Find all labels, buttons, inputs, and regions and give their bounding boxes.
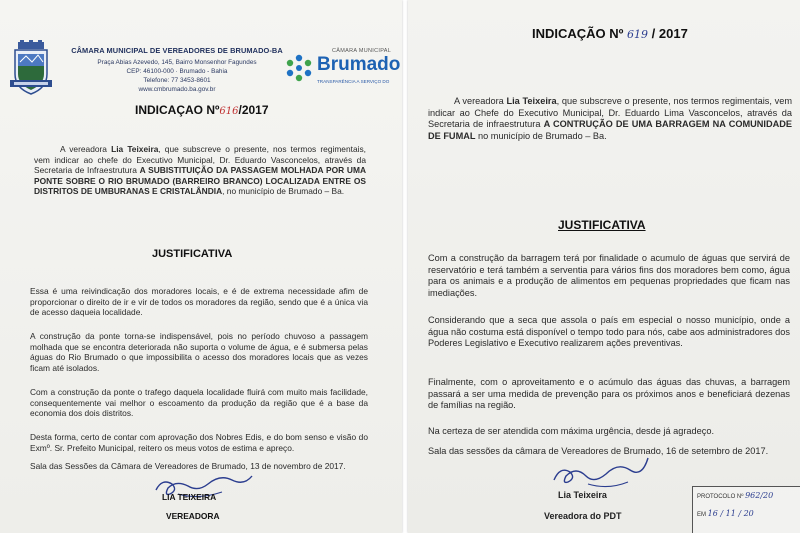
protocol-date-label: EM xyxy=(697,512,706,518)
chamber-cep: CEP: 46100-000 · Brumado - Bahia xyxy=(126,68,228,75)
chamber-phone: Telefone: 77 3453-8601 xyxy=(143,77,211,84)
body-paragraph-2: Considerando que a seca que assola o país em especial o nosso município, onde a água não costuma está disponível o tempo todo para nós, cabe aos administradores dos Poderes Legislativo e Executivo realizarem ações preventivas. xyxy=(428,315,790,349)
handwritten-signature xyxy=(548,454,658,494)
title-suffix: / 2017 xyxy=(651,26,688,41)
title-number-handwritten: 619 xyxy=(627,28,649,41)
closing-line: Sala das sessões da câmara de Vereadores de Brumado, 16 de setembro de 2017. xyxy=(428,446,769,456)
justificativa-heading: JUSTIFICATIVA xyxy=(152,248,233,260)
body-paragraph-1: Essa é uma reivindicação dos moradores locais, e é de extrema necessidade afim de proporcionar o direito de ir e vir de todos os moradores da região, sendo que é a única via de acesso daqueia localidade. xyxy=(30,286,368,318)
chamber-address: Praça Abias Azevedo, 145, Bairro Monsenhor Fagundes xyxy=(97,59,257,66)
councilor-name: Lia Teixeira xyxy=(111,144,159,154)
justificativa-heading: JUSTIFICATIVA xyxy=(558,218,646,232)
chamber-name: CÂMARA MUNICIPAL DE VEREADORES DE BRUMADO-BA xyxy=(71,46,283,55)
closing-line: Sala das Sessões da Câmara de Vereadores de Brumado, 13 de novembro de 2017. xyxy=(30,461,346,471)
body-paragraph-4: Na certeza de ser atendida com máxima urgência, desde já agradeço. xyxy=(428,426,714,436)
signature-name: LIA TEIXEIRA xyxy=(162,492,217,502)
body-paragraph-1: Com a construção da barragem terá por finalidade o acumulo de águas que servirá de reservatório e terá também a serventia para vários fins dos moradores bem como, água para os animais e a produção de alimentos em pequenas propriedades que ficam nas imediações. xyxy=(428,253,790,298)
title-prefix: INDICAÇÃO Nº xyxy=(532,26,624,41)
councilor-name: Lia Teixeira xyxy=(506,96,557,106)
protocol-date: 16 / 11 / 20 xyxy=(707,509,754,518)
chamber-website: www.cmbrumado.ba.gov.br xyxy=(138,86,216,93)
intro-paragraph: A vereadora Lia Teixeira, que subscreve o presente, nos termos regimentais, vem indicar ao chefe do Executivo Municipal, Dr. Eduardo Vasconcelos, através da Secretaria de Infraestrutura A SUBISTITUIÇÃO DA PASSAGEM MOLHADA POR UMA PONTE SOBRE O RIO BRUMADO (BARREIRO BRANCO) LOCALIZADA ENTRE OS DISTRITOS DE UMBURANAS E CRISTALÂNDIA, no município de Brumado – Ba. xyxy=(34,144,366,197)
signature-name: Lia Teixeira xyxy=(558,490,607,500)
title-suffix: /2017 xyxy=(238,103,269,117)
request-subject: A SUBISTITUIÇÃO DA PASSAGEM MOLHADA POR UMA PONTE SOBRE O RIO BRUMADO (BARREIRO BRANCO) LOCALIZADA ENTRE OS DISTRITOS DE UMBURANAS E CRISTALÂNDIA xyxy=(34,165,366,197)
protocol-stamp xyxy=(692,486,800,533)
body-paragraph-4: Desta forma, certo de contar com aprovação dos Nobres Edis, e do bom senso e visão do Exmº. Sr. Prefeito Municipal, reitero os meus votos de estima e apreço. xyxy=(30,432,368,453)
protocol-number: 962/20 xyxy=(745,491,774,500)
coat-of-arms-logo xyxy=(10,40,52,96)
brumado-logo-small-text: CÂMARA MUNICIPAL xyxy=(332,48,392,54)
brumado-logo-tagline: TRANSPARÊNCIA A SERVIÇO DO xyxy=(317,79,390,84)
body-paragraph-3: Com a construção da ponte o trafego daquela localidade fluirá com muito mais facilidade, consequentemente vai melhor o escoamento da produção da região que é a base da economia dos dois distritos. xyxy=(30,387,368,419)
body-paragraph-3: Finalmente, com o aproveitamento e o acúmulo das águas das chuvas, a barragem passará a ser uma medida de prevenção para os próximos anos e beneficiará dezenas de famílias na região. xyxy=(428,377,790,411)
title-number-handwritten: 616 xyxy=(219,106,239,117)
brumado-logo-mark-icon xyxy=(284,53,314,83)
request-subject: A CONTRUÇÃO DE UMA BARRAGEM NA COMUNIDADE DE FUMAL xyxy=(428,119,792,141)
signature-role: VEREADORA xyxy=(166,511,220,521)
document-title xyxy=(532,26,688,41)
document-page-right xyxy=(408,0,800,533)
letterhead xyxy=(62,46,292,93)
body-paragraph-2: A construção da ponte torna-se indispensável, pois no período chuvoso a passagem molhada que se encontra deteriorada não suporta o volume de água, e é submersa pelas águas do Rio Brumado o que impossibilita o acesso dos moradores locais que as vezes ficam até isolados. xyxy=(30,331,368,373)
document-title xyxy=(135,103,269,117)
protocol-label: PROTOCOLO Nº xyxy=(697,494,744,500)
signature-role: Vereadora do PDT xyxy=(544,511,622,521)
brumado-logo xyxy=(284,48,402,92)
title-prefix: INDICAÇAO Nº xyxy=(135,103,220,117)
intro-paragraph: A vereadora Lia Teixeira, que subscreve o presente, nos termos regimentais, vem indicar ao Chefe do Executivo Municipal, Dr. Eduardo Lima Vasconcelos, através da Secretaria de infraestrutura A CONTRUÇÃO DE UMA BARRAGEM NA COMUNIDADE DE FUMAL no município de Brumado – Ba. xyxy=(428,96,792,141)
brumado-logo-name: Brumado xyxy=(317,54,401,75)
